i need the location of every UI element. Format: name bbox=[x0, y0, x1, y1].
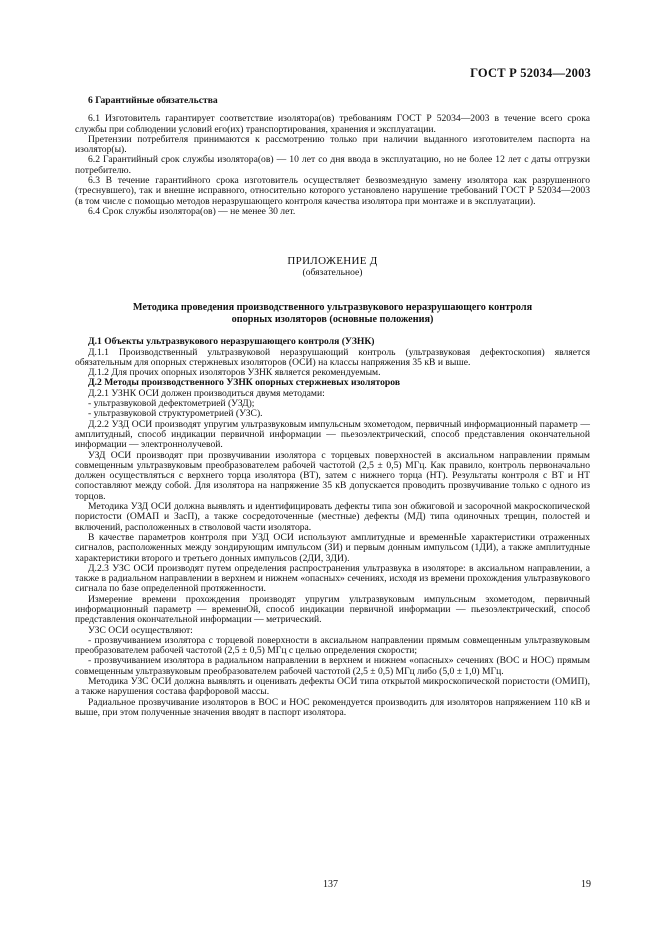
d2-title: Д.2 Методы производственного УЗНК опорных стержневых изоляторов bbox=[88, 377, 401, 389]
section-6-paragraph-5: 6.4 Срок службы изолятора(ов) — не менее 30 лет. bbox=[88, 205, 296, 217]
d2-paragraph-11: Методика УЗС ОСИ должна выявлять и оценивать дефекты ОСИ типа открытой микроскопической пористости (ОМИП), а также нарушения состава фарфоровой массы. bbox=[75, 676, 590, 698]
appendix-status: (обязательное) bbox=[302, 267, 363, 279]
d2-list-item-1: - ультразвуковой дефектометрией (УЗД); bbox=[88, 398, 255, 410]
section-6-paragraph-1: 6.1 Изготовитель гарантирует соответствие изолятора(ов) требованиям ГОСТ Р 52034—2003 в течение всего срока службы при соблюдении условий его(их) транспортирования, хранения и эксплуатации. bbox=[75, 113, 590, 135]
d2-paragraph-3: УЗД ОСИ производят при прозвучивании изолятора с торцевых поверхностей в аксиальном направлении прямым совмещенным ультразвуковым преобразователем рабочей частотой (2,5 ± 0,5) МГц. Как правило, контроль первоначально должен осуществляться с верхнего торца изолятора (ВТ), затем с нижнего торца (НТ). Результаты контроля с ВТ и НТ сопоставляют между собой. Для изолятора на напряжение 35 кВ допускается проводить прозвучивание только с одного из торцов. bbox=[75, 449, 590, 502]
d1-paragraph-2: Д.1.2 Для прочих опорных изоляторов УЗНК является рекомендуемым. bbox=[88, 367, 381, 379]
section-6-title: 6 Гарантийные обязательства bbox=[88, 95, 218, 106]
section-6-paragraph-4: 6.3 В течение гарантийного срока изготовитель осуществляет безвозмездную замену изолятора как разрушенного (треснувшего), так и внешне исправного, относительно которого установлено нарушение требований ГОСТ Р 52034—2003 (в том числе с помощью методов неразрушающего контроля качества изолятора при монтаже и в эксплуатации). bbox=[75, 175, 590, 207]
d2-paragraph-8: УЗС ОСИ осуществляют: bbox=[88, 624, 193, 636]
appendix-heading: Методика проведения производственного ультразвукового неразрушающего контроля опорных изоляторов (основные положения) bbox=[132, 302, 533, 326]
document-body bbox=[75, 96, 590, 718]
section-6-paragraph-2: Претензии потребителя принимаются к рассмотрению только при наличии выданного изготовителем паспорта на изолятор(ы). bbox=[75, 133, 590, 156]
d2-paragraph-7: Измерение времени прохождения производят упругим ультразвуковым импульсным эхометодом, первичный информационный параметр — временнОй, способ индикации первичной информации — пьезоэлектрический, способ представления окончательной информации — метрический. bbox=[75, 593, 590, 626]
d2-list-item-2: - ультразвуковой структурометрией (УЗС). bbox=[88, 408, 263, 420]
appendix-title: ПРИЛОЖЕНИЕ Д bbox=[287, 255, 378, 268]
d2-paragraph-10: - прозвучиванием изолятора в радиальном направлении в верхнем и нижнем «опасных» сечениях (ВОС и НОС) прямым совмещенным ультразвуковым преобразователем рабочей частотой (2,5 ± 0,5) МГц либо (5,0 ± 1,0) МГц. bbox=[75, 655, 590, 677]
sheet-number: 19 bbox=[581, 879, 591, 890]
d1-title: Д.1 Объекты ультразвукового неразрушающего контроля (УЗНК) bbox=[88, 336, 375, 348]
d2-paragraph-2: Д.2.2 УЗД ОСИ производят упругим ультразвуковым импульсным эхометодом, первичный информационный параметр — амплитудный, способ индикации первичной информации — пьезоэлектрический, способ представления окончательной информации — электроннолучевой. bbox=[75, 418, 590, 451]
d2-paragraph-12: Радиальное прозвучивание изоляторов в ВОС и НОС рекомендуется производить для изоляторов напряжением 110 кВ и выше, при этом полученные значения вводят в паспорт изолятора. bbox=[75, 696, 590, 718]
page-number: 137 bbox=[323, 879, 338, 890]
d2-paragraph-9: - прозвучиванием изолятора с торцевой поверхности в аксиальном направлении прямым совмещенным ультразвуковым преобразователем рабочей частотой (2,5 ± 0,5) МГц с целью определения скорости; bbox=[75, 634, 590, 657]
section-6-paragraph-3: 6.2 Гарантийный срок службы изолятора(ов) — 10 лет со дня ввода в эксплуатацию, но не более 12 лет с даты отгрузки потребителю. bbox=[75, 154, 590, 176]
d1-paragraph-1: Д.1.1 Производственный ультразвуковой неразрушающий контроль (ультразвуковая дефектоскопия) является обязательным для опорных стержневых изоляторов (ОСИ) на классы напряжения 35 кВ и выше. bbox=[75, 346, 590, 368]
document-standard-header: ГОСТ Р 52034—2003 bbox=[470, 66, 591, 80]
d2-paragraph-1: Д.2.1 УЗНК ОСИ должен производиться двумя методами: bbox=[88, 387, 325, 399]
d2-paragraph-5: В качестве параметров контроля при УЗД ОСИ используют амплитудные и временнЫе характеристики отраженных сигналов, расположенных между зондирующим импульсом (ЗИ) и первым донным импульсом (1ДИ), а также амплитудные характеристики второго и третьего донных импульсов (2ДИ, 3ДИ). bbox=[75, 531, 590, 564]
d2-paragraph-6: Д.2.3 УЗС ОСИ производят путем определения распространения ультразвука в изоляторе: в аксиальном направлении, а также в радиальном направлении в верхнем и нижнем «опасных» сечениях, исходя из времени прохождения ультразвукового сигнала по базе определенной протяженности. bbox=[75, 562, 590, 595]
d2-paragraph-4: Методика УЗД ОСИ должна выявлять и идентифицировать дефекты типа зон обжиговой и засорочной макроскопической пористости (ОМАП и ЗасП), а также сосредоточенные (местные) дефекты (МД) типа одиночных трещин, полостей и включений, расположенных в стволовой части изолятора. bbox=[75, 501, 590, 533]
